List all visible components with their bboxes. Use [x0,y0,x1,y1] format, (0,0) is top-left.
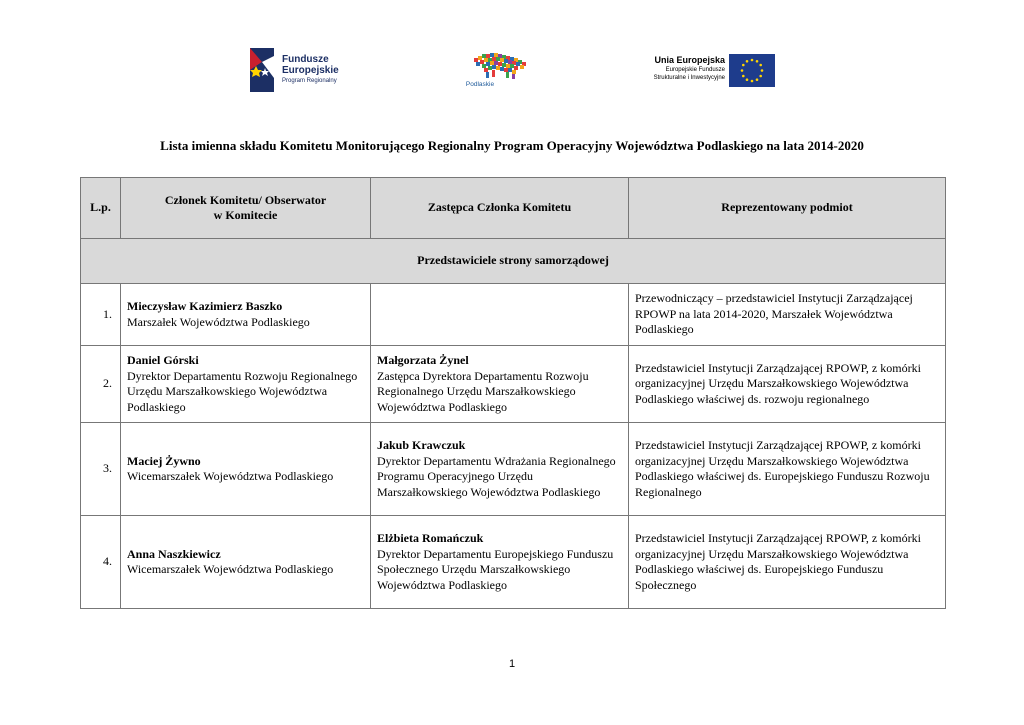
podlaskie-logo [465,52,532,92]
fe-line2: Europejskie [282,65,339,76]
member-name: Maciej Żywno [127,453,201,468]
section-title: Przedstawiciele strony samorządowej [81,239,946,284]
header-entity: Reprezentowany podmiot [629,178,946,239]
ue-line3: Strukturalne i Inwestycyjne [653,75,725,81]
deputy-cell [371,284,629,346]
row-lp: 1. [81,284,121,346]
fundusze-text [282,54,339,86]
row-lp: 2. [81,346,121,423]
fundusze-flag-icon [250,48,274,92]
header-deputy: Zastępca Członka Komitetu [371,178,629,239]
header-member [121,178,371,239]
table-header-row [81,178,946,239]
member-cell [121,423,371,516]
row-lp: 3. [81,423,121,516]
logo-bar [0,40,1024,100]
row-lp: 4. [81,516,121,609]
deputy-name: Elżbieta Romańczuk [377,531,484,545]
ue-line1: Unia Europejska [654,55,725,65]
deputy-cell [371,346,629,423]
ue-text [654,54,725,82]
bison-mosaic-icon [472,52,532,82]
entity-cell: Przedstawiciel Instytucji Zarządzającej RPOWP, z komórki organizacyjnej Urzędu Marszałkowskiego Województwa Podlaskiego właściwej ds. Europejskiego Funduszu Rozwoju Regionalnego [629,423,946,516]
member-name: Daniel Górski [127,353,199,367]
fe-line3: Program Regionalny [282,78,337,84]
member-cell [121,346,371,423]
deputy-cell [371,516,629,609]
table-row [81,284,946,346]
member-role: Marszałek Województwa Podlaskiego [127,314,310,329]
deputy-name: Małgorzata Żynel [377,353,469,367]
page-number: 1 [508,658,516,670]
member-cell [121,516,371,609]
unia-europejska-logo [615,54,775,90]
committee-table [80,177,946,609]
table-row [81,423,946,516]
entity-cell: Przewodniczący – przedstawiciel Instytucji Zarządzającej RPOWP na lata 2014-2020, Marszałek Województwa Podlaskiego [629,284,946,346]
header-member-line2: w Komitecie [213,208,278,222]
table-row [81,346,946,423]
member-name: Anna Naszkiewicz [127,546,221,561]
deputy-role: Zastępca Dyrektora Departamentu Rozwoju Regionalnego Urzędu Marszałkowskiego Województwa Podlaskiego [377,368,589,414]
fe-line1: Fundusze [282,54,329,65]
podlaskie-label: Podlaskie [465,81,495,88]
table-row [81,516,946,609]
eu-flag-icon [729,54,775,87]
deputy-role: Dyrektor Departamentu Europejskiego Funduszu Społecznego Urzędu Marszałkowskiego Województwa Podlaskiego [377,546,614,592]
deputy-role: Dyrektor Departamentu Wdrażania Regionalnego Programu Operacyjnego Urzędu Marszałkowskiego Województwa Podlaskiego [377,453,616,499]
member-cell [121,284,371,346]
document-title: Lista imienna składu Komitetu Monitorującego Regionalny Program Operacyjny Województwa Podlaskiego na lata 2014-2020 [160,138,864,153]
ue-line2: Europejskie Fundusze [665,67,725,73]
deputy-name: Jakub Krawczuk [377,438,466,452]
member-role: Wicemarszałek Województwa Podlaskiego [127,469,334,483]
member-name: Mieczysław Kazimierz Baszko [127,299,283,313]
member-role: Wicemarszałek Województwa Podlaskiego [127,562,334,576]
entity-cell: Przedstawiciel Instytucji Zarządzającej RPOWP, z komórki organizacyjnej Urzędu Marszałkowskiego Województwa Podlaskiego właściwej ds. Europejskiego Funduszu Społecznego [629,516,946,609]
fundusze-europejskie-logo [250,48,370,92]
header-lp: L.p. [81,178,121,239]
member-role: Dyrektor Departamentu Rozwoju Regionalnego Urzędu Marszałkowskiego Województwa Podlaskiego [127,368,358,414]
header-member-line1: Członek Komitetu/ Obserwator [164,192,327,207]
entity-cell: Przedstawiciel Instytucji Zarządzającej RPOWP, z komórki organizacyjnej Urzędu Marszałkowskiego Województwa Podlaskiego właściwej ds. rozwoju regionalnego [629,346,946,423]
deputy-cell [371,423,629,516]
section-row [81,239,946,284]
